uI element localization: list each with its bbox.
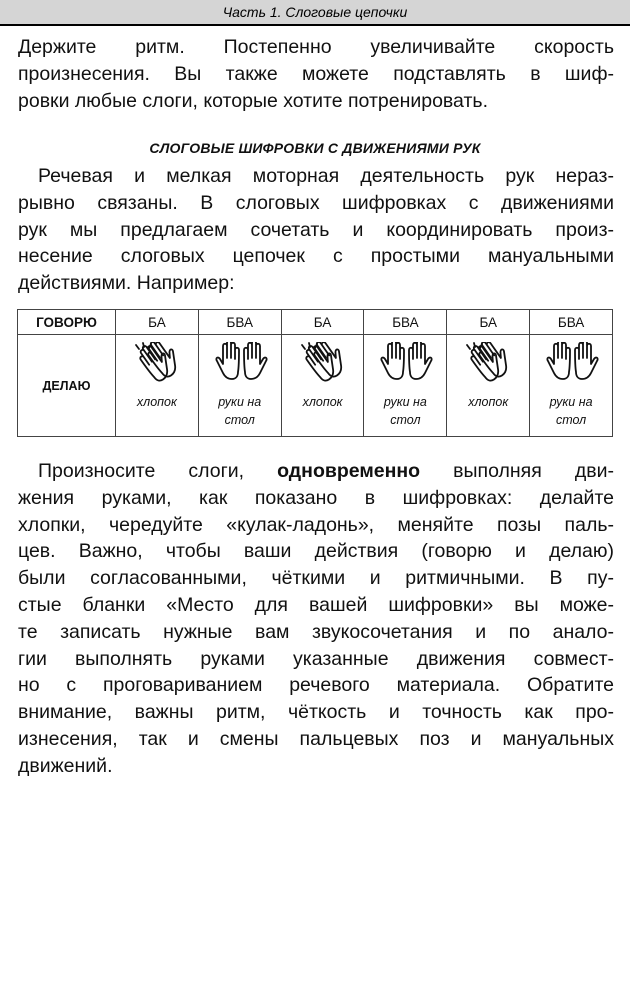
action-caption-line: стол — [224, 413, 255, 427]
action-caption-line: хлопок — [136, 395, 177, 409]
action-icon-cell — [281, 335, 364, 390]
action-caption-cell — [364, 389, 447, 437]
text-line: внимание, важны ритм, чёткость и точность как про- — [18, 701, 614, 724]
action-icon-cell — [530, 335, 613, 390]
hands-on-table-svg — [377, 342, 433, 386]
text-line: Держите ритм. Постепенно увеличивайте скорость — [18, 36, 614, 58]
action-icon-cell — [447, 335, 530, 390]
text-line: движений. — [18, 754, 113, 777]
syllable-cell: БВА — [530, 310, 613, 335]
action-caption-line: стол — [555, 413, 587, 427]
clapping-hands-icon — [447, 342, 529, 386]
clapping-hands-svg — [129, 342, 185, 386]
clapping-hands-svg — [295, 342, 351, 386]
action-caption-cell — [530, 389, 613, 437]
syllable-cell: БВА — [364, 310, 447, 335]
syllable-cell: БА — [281, 310, 364, 335]
say-row — [18, 310, 613, 335]
clapping-hands-svg — [460, 342, 516, 386]
section-heading: СЛОГОВЫЕ ШИФРОВКИ С ДВИЖЕНИЯМИ РУК — [149, 140, 481, 156]
do-row-icons — [18, 335, 613, 390]
text-line: действиями. Например: — [18, 272, 235, 295]
syllable-cell: БВА — [198, 310, 281, 335]
action-caption-line: руки на — [549, 395, 593, 409]
text-line: несение слоговых цепочек с простыми мануальными — [18, 245, 614, 268]
action-caption-cell — [116, 389, 199, 437]
text-line: были согласованными, чёткими и ритмичными. В пу- — [18, 567, 614, 590]
hands-on-table-icon — [530, 342, 612, 386]
text-line: Речевая и мелкая моторная деятельность рук нераз- — [38, 165, 614, 187]
hands-on-table-svg — [543, 342, 599, 386]
paragraph-description — [18, 163, 614, 297]
action-caption-line: стол — [390, 413, 421, 427]
hands-on-table-icon — [199, 342, 281, 386]
action-caption-line: хлопок — [468, 395, 509, 409]
page-header — [0, 0, 630, 26]
text-line: ровки любые слоги, которые хотите потренировать. — [18, 89, 488, 112]
text-line: цев. Важно, чтобы ваши действия (говорю и делаю) — [18, 540, 614, 563]
text-line: но с проговариванием речевого материала. Обратите — [18, 674, 614, 697]
text-line: рук мы предлагаем сочетать и координировать произ- — [18, 218, 614, 241]
hands-on-table-svg — [212, 342, 268, 386]
action-caption-cell — [447, 389, 530, 437]
action-caption-line: руки на — [383, 395, 427, 409]
bold-emphasis: одновременно — [277, 460, 421, 482]
action-caption-cell — [281, 389, 364, 437]
text-line: стые бланки «Место для вашей шифровки» вы може- — [18, 593, 614, 616]
action-icon-cell — [364, 335, 447, 390]
action-icon-cell — [116, 335, 199, 390]
text-line: те записать нужные вам звукосочетания и по анало- — [18, 620, 614, 643]
text-line: гии выполнять руками указанные движения совмест- — [18, 647, 614, 670]
do-row-label: ДЕЛАЮ — [18, 335, 116, 437]
text-line: рывно связаны. В слоговых шифровках с движениями — [18, 191, 614, 214]
hands-on-table-icon — [364, 342, 446, 386]
text-line: хлопки, чередуйте «кулак-ладонь», меняйте позы паль- — [18, 513, 614, 536]
cipher-table-wrap — [17, 309, 613, 437]
text-span: выполняя дви- — [420, 460, 614, 482]
text-line — [18, 458, 614, 485]
text-span: Произносите слоги, — [38, 460, 278, 482]
action-caption-line: хлопок — [302, 395, 343, 409]
text-line: изнесения, так и смены пальцевых поз и мануальных — [18, 727, 614, 750]
paragraph-instructions — [18, 458, 614, 780]
clapping-hands-icon — [116, 342, 198, 386]
syllable-cell: БА — [447, 310, 530, 335]
running-head: Часть 1. Слоговые цепочки — [222, 4, 408, 20]
syllable-cell: БА — [116, 310, 199, 335]
text-line: жения руками, как показано в шифровках: делайте — [18, 486, 614, 509]
action-icon-cell — [198, 335, 281, 390]
text-line: произнесения. Вы также можете подставлять в шиф- — [18, 62, 614, 85]
syllable-cipher-table — [17, 309, 613, 437]
action-caption-cell — [198, 389, 281, 437]
paragraph-intro — [18, 34, 614, 114]
clapping-hands-icon — [282, 342, 364, 386]
say-row-label: ГОВОРЮ — [18, 310, 116, 335]
action-caption-line: руки на — [218, 395, 262, 409]
